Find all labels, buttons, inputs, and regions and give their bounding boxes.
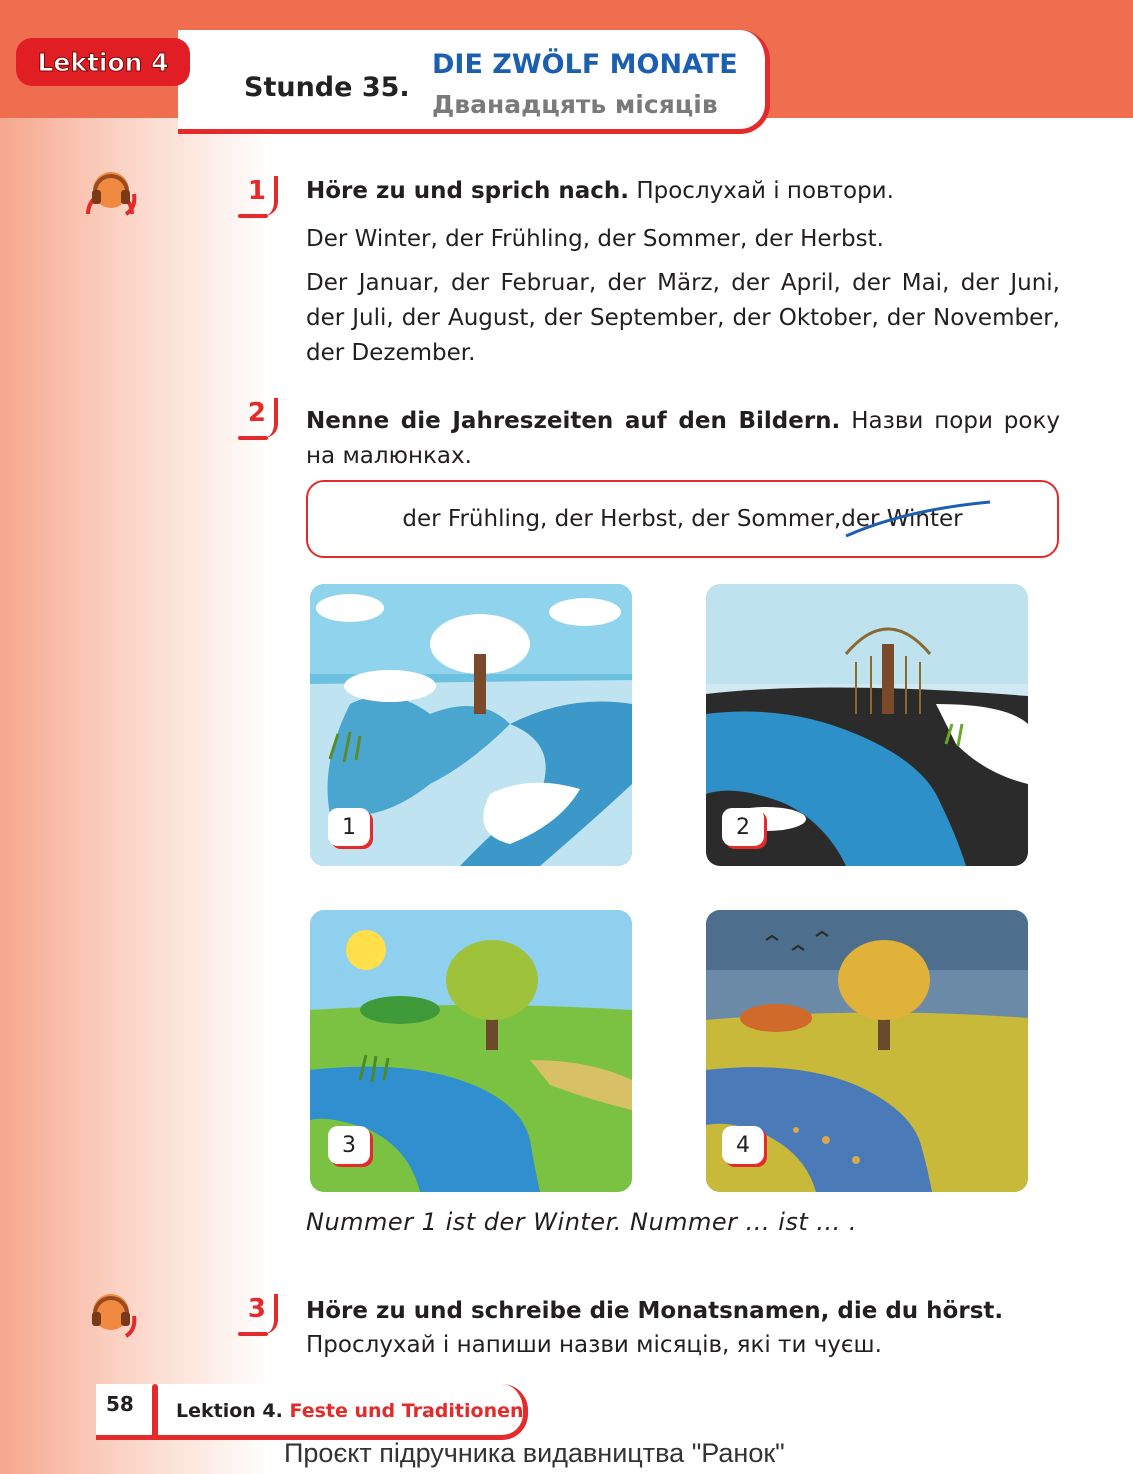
exercise-2-instruction-de: Nenne die Jahreszeiten auf den Bildern. [306,408,841,434]
exercise-1-instruction [306,174,1060,209]
picture-number: 3 [328,1126,370,1164]
exercise-3-instruction-de: Höre zu und schreibe die Monatsnamen, die du hörst. [306,1298,1004,1324]
exercise-3-number: 3 [238,1294,278,1334]
exercise-3-instruction-uk: Прослухай і напиши назви місяців, які ти чуєш. [306,1332,882,1358]
picture-number: 4 [722,1126,764,1164]
page-number: 58 [106,1392,134,1416]
page-title: DIE ZWÖLF MONATE [432,49,738,80]
headphones-icon[interactable] [84,1286,138,1340]
publisher-watermark: Проєкт підручника видавництва "Ранок" [284,1438,785,1468]
word-box-struck-word: der Winter [841,506,963,532]
strikethrough-mark [844,496,994,542]
footer-lektion-prefix: Lektion 4. [176,1400,290,1422]
exercise-1-instruction-uk: Прослухай і повтори. [629,178,894,204]
lektion-badge-label: Lektion 4 [37,47,169,77]
page-subtitle: Дванадцять місяців [432,90,718,119]
exercise-1-instruction-de: Höre zu und sprich nach. [306,178,630,204]
picture-summer [310,910,632,1192]
footer-lektion-title: Feste und Traditionen [289,1400,524,1422]
exercise-1-months: Der Januar, der Februar, der März, der April, der Mai, der Juni, der Juli, der August, der September, der Oktober, der November, der Dezember. [306,270,1060,366]
exercise-2-number: 2 [238,398,278,438]
word-box-text: der Frühling, der Herbst, der Sommer, [402,506,842,532]
picture-spring [706,584,1028,866]
headphones-icon[interactable] [84,164,138,218]
lesson-number: Stunde 35. [244,72,410,103]
picture-number: 2 [722,808,764,846]
example-sentence: Nummer 1 ist der Winter. Nummer ... ist ... . [306,1208,858,1236]
footer-lektion [176,1400,524,1422]
exercise-1-seasons: Der Winter, der Frühling, der Sommer, der Herbst. [306,226,884,252]
exercise-2-instruction-uk: Назви пори року на малюнках. [306,408,1060,469]
picture-number: 1 [328,808,370,846]
footer-divider [152,1384,158,1438]
exercise-2-instruction [306,404,1060,474]
page-side-gradient [0,0,270,1474]
picture-autumn [706,910,1028,1192]
picture-winter [310,584,632,866]
exercise-1-number: 1 [238,176,278,216]
lektion-badge [16,38,190,86]
